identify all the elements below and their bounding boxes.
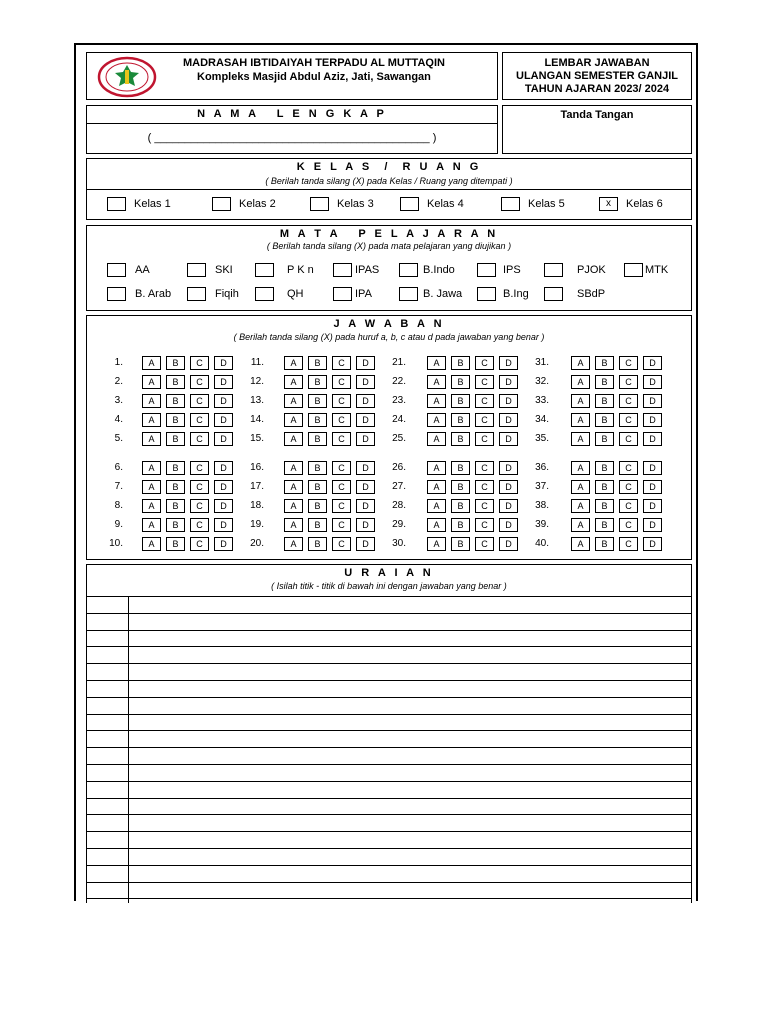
answer-option-22-b[interactable]: B: [451, 375, 470, 389]
subject-label-r1-4: IPAS: [355, 264, 380, 276]
essay-line: [87, 596, 691, 597]
class-title: K E L A S / R U A N G: [296, 161, 482, 173]
answer-option-18-c[interactable]: C: [332, 499, 351, 513]
answer-option-17-a[interactable]: A: [284, 480, 303, 494]
essay-line: [87, 865, 691, 866]
subject-checkbox-r2-5[interactable]: [399, 287, 418, 301]
answer-option-24-d[interactable]: D: [499, 413, 518, 427]
answer-option-1-b[interactable]: B: [166, 356, 185, 370]
answer-option-36-c[interactable]: C: [619, 461, 638, 475]
answer-option-16-a[interactable]: A: [284, 461, 303, 475]
subject-checkbox-r1-7[interactable]: [544, 263, 563, 277]
answer-option-24-b[interactable]: B: [451, 413, 470, 427]
essay-line: [87, 814, 691, 815]
essay-line: [87, 882, 691, 883]
answer-option-31-c[interactable]: C: [619, 356, 638, 370]
question-number: 28.: [392, 500, 406, 511]
subject-instruction: ( Berilah tanda silang (X) pada mata pelajaran yang diujikan ): [266, 241, 512, 251]
question-number: 17.: [250, 481, 264, 492]
subject-label-r2-7: SBdP: [577, 288, 606, 300]
answer-option-7-b[interactable]: B: [166, 480, 185, 494]
question-number: 2.: [114, 376, 123, 387]
class-checkbox-5[interactable]: [501, 197, 520, 211]
answer-option-7-c[interactable]: C: [190, 480, 209, 494]
answer-option-37-c[interactable]: C: [619, 480, 638, 494]
subject-checkbox-r2-1[interactable]: [107, 287, 126, 301]
subject-label-r1-1: AA: [135, 264, 150, 276]
answer-option-28-a[interactable]: A: [427, 499, 446, 513]
question-number: 32.: [535, 376, 549, 387]
subject-checkbox-r1-1[interactable]: [107, 263, 126, 277]
answer-option-32-b[interactable]: B: [595, 375, 614, 389]
essay-line: [87, 663, 691, 664]
question-number: 37.: [535, 481, 549, 492]
answer-option-38-a[interactable]: A: [571, 499, 590, 513]
subject-label-r1-6: IPS: [503, 264, 521, 276]
answer-option-17-b[interactable]: B: [308, 480, 327, 494]
answer-option-33-b[interactable]: B: [595, 394, 614, 408]
answer-option-30-c[interactable]: C: [475, 537, 494, 551]
answer-option-37-b[interactable]: B: [595, 480, 614, 494]
answer-option-30-a[interactable]: A: [427, 537, 446, 551]
question-number: 19.: [250, 519, 264, 530]
class-section: [86, 158, 692, 220]
subject-label-r1-5: B.Indo: [423, 264, 455, 276]
essay-line: [87, 898, 691, 899]
answer-option-15-b[interactable]: B: [308, 432, 327, 446]
subject-checkbox-r1-4[interactable]: [333, 263, 352, 277]
answer-option-32-d[interactable]: D: [643, 375, 662, 389]
question-number: 4.: [114, 414, 123, 425]
answer-option-9-b[interactable]: B: [166, 518, 185, 532]
essay-line: [87, 848, 691, 849]
question-number: 38.: [535, 500, 549, 511]
answer-option-17-c[interactable]: C: [332, 480, 351, 494]
subject-label-r1-2: SKI: [215, 264, 233, 276]
signature-section: [502, 105, 692, 154]
answer-sheet: [74, 43, 698, 901]
answer-option-21-a[interactable]: A: [427, 356, 446, 370]
answer-option-8-c[interactable]: C: [190, 499, 209, 513]
answer-option-12-a[interactable]: A: [284, 375, 303, 389]
answer-option-8-b[interactable]: B: [166, 499, 185, 513]
answer-option-27-c[interactable]: C: [475, 480, 494, 494]
subject-checkbox-r1-5[interactable]: [399, 263, 418, 277]
question-number: 27.: [392, 481, 406, 492]
subject-label-r2-5: B. Jawa: [423, 288, 463, 300]
answer-option-20-c[interactable]: C: [332, 537, 351, 551]
doc-title-3: TAHUN AJARAN 2023/ 2024: [524, 83, 670, 95]
answer-title: J A W A B A N: [333, 318, 445, 330]
document-title-box: [502, 52, 692, 100]
subject-checkbox-r1-3[interactable]: [255, 263, 274, 277]
question-number: 33.: [535, 395, 549, 406]
answer-option-18-d[interactable]: D: [356, 499, 375, 513]
subject-label-r2-2: Fiqih: [215, 288, 239, 300]
class-label-2: Kelas 2: [239, 198, 276, 210]
answer-option-21-d[interactable]: D: [499, 356, 518, 370]
answer-option-15-d[interactable]: D: [356, 432, 375, 446]
question-number: 14.: [250, 414, 264, 425]
answer-option-31-a[interactable]: A: [571, 356, 590, 370]
class-label-3: Kelas 3: [337, 198, 374, 210]
answer-option-9-c[interactable]: C: [190, 518, 209, 532]
question-number: 15.: [250, 433, 264, 444]
answer-option-13-c[interactable]: C: [332, 394, 351, 408]
answer-option-28-c[interactable]: C: [475, 499, 494, 513]
answer-option-35-b[interactable]: B: [595, 432, 614, 446]
question-number: 21.: [392, 357, 406, 368]
answer-option-11-a[interactable]: A: [284, 356, 303, 370]
answer-option-2-b[interactable]: B: [166, 375, 185, 389]
essay-title: U R A I A N: [344, 567, 434, 579]
answer-option-18-a[interactable]: A: [284, 499, 303, 513]
answer-option-11-c[interactable]: C: [332, 356, 351, 370]
answer-option-14-b[interactable]: B: [308, 413, 327, 427]
question-number: 11.: [250, 357, 264, 368]
answer-option-21-c[interactable]: C: [475, 356, 494, 370]
answer-option-30-d[interactable]: D: [499, 537, 518, 551]
essay-line: [87, 714, 691, 715]
answer-option-30-b[interactable]: B: [451, 537, 470, 551]
essay-instruction: ( Isilah titik - titik di bawah ini dengan jawaban yang benar ): [271, 581, 507, 591]
question-number: 6.: [114, 462, 123, 473]
answer-instruction: ( Berilah tanda silang (X) pada huruf a, b, c atau d pada jawaban yang benar ): [233, 332, 545, 342]
subject-label-r1-3: P K n: [287, 264, 314, 276]
answer-option-25-b[interactable]: B: [451, 432, 470, 446]
answer-option-4-d[interactable]: D: [214, 413, 233, 427]
answer-option-36-a[interactable]: A: [571, 461, 590, 475]
answer-option-13-a[interactable]: A: [284, 394, 303, 408]
answer-option-39-d[interactable]: D: [643, 518, 662, 532]
answer-option-38-b[interactable]: B: [595, 499, 614, 513]
answer-option-39-b[interactable]: B: [595, 518, 614, 532]
answer-option-33-c[interactable]: C: [619, 394, 638, 408]
subject-checkbox-r2-6[interactable]: [477, 287, 496, 301]
question-number: 1.: [114, 357, 123, 368]
question-number: 34.: [535, 414, 549, 425]
answer-option-3-d[interactable]: D: [214, 394, 233, 408]
question-number: 16.: [250, 462, 264, 473]
doc-title-2: ULANGAN SEMESTER GANJIL: [516, 70, 678, 82]
signature-label: Tanda Tangan: [560, 109, 634, 121]
doc-title-1: LEMBAR JAWABAN: [544, 57, 650, 69]
answer-option-1-c[interactable]: C: [190, 356, 209, 370]
question-number: 3.: [114, 395, 123, 406]
answer-option-39-c[interactable]: C: [619, 518, 638, 532]
subject-label-r1-7: PJOK: [577, 264, 606, 276]
answer-option-14-d[interactable]: D: [356, 413, 375, 427]
answer-option-40-d[interactable]: D: [643, 537, 662, 551]
answer-option-29-d[interactable]: D: [499, 518, 518, 532]
answer-option-25-c[interactable]: C: [475, 432, 494, 446]
answer-option-19-c[interactable]: C: [332, 518, 351, 532]
answer-option-21-b[interactable]: B: [451, 356, 470, 370]
answer-option-23-a[interactable]: A: [427, 394, 446, 408]
answer-option-19-d[interactable]: D: [356, 518, 375, 532]
question-number: 18.: [250, 500, 264, 511]
class-label-4: Kelas 4: [427, 198, 464, 210]
answer-option-12-d[interactable]: D: [356, 375, 375, 389]
answer-option-13-d[interactable]: D: [356, 394, 375, 408]
answer-option-12-c[interactable]: C: [332, 375, 351, 389]
answer-option-28-b[interactable]: B: [451, 499, 470, 513]
class-checkbox-1[interactable]: [107, 197, 126, 211]
subject-title: M A T A P E L A J A R A N: [279, 228, 499, 240]
question-number: 13.: [250, 395, 264, 406]
answer-option-19-b[interactable]: B: [308, 518, 327, 532]
class-checkbox-6[interactable]: x: [599, 197, 618, 211]
answer-option-38-d[interactable]: D: [643, 499, 662, 513]
essay-line: [87, 798, 691, 799]
answer-option-3-c[interactable]: C: [190, 394, 209, 408]
answer-option-23-d[interactable]: D: [499, 394, 518, 408]
answer-option-35-d[interactable]: D: [643, 432, 662, 446]
question-number: 5.: [114, 433, 123, 444]
answer-option-5-a[interactable]: A: [142, 432, 161, 446]
answer-option-25-d[interactable]: D: [499, 432, 518, 446]
answer-option-19-a[interactable]: A: [284, 518, 303, 532]
answer-option-25-a[interactable]: A: [427, 432, 446, 446]
answer-option-6-a[interactable]: A: [142, 461, 161, 475]
essay-line: [87, 747, 691, 748]
subject-label-r1-8: MTK: [645, 264, 669, 276]
answer-option-20-b[interactable]: B: [308, 537, 327, 551]
question-number: 30.: [392, 538, 406, 549]
answer-option-9-d[interactable]: D: [214, 518, 233, 532]
question-number: 7.: [114, 481, 123, 492]
subject-section: [86, 225, 692, 311]
answer-option-10-d[interactable]: D: [214, 537, 233, 551]
essay-section: [86, 564, 692, 903]
answer-option-40-b[interactable]: B: [595, 537, 614, 551]
answer-option-40-c[interactable]: C: [619, 537, 638, 551]
answer-option-17-d[interactable]: D: [356, 480, 375, 494]
school-name: MADRASAH IBTIDAIYAH TERPADU AL MUTTAQIN: [183, 57, 445, 69]
answer-option-37-d[interactable]: D: [643, 480, 662, 494]
essay-line: [87, 613, 691, 614]
answer-option-5-b[interactable]: B: [166, 432, 185, 446]
essay-line: [87, 781, 691, 782]
subject-checkbox-r2-4[interactable]: [333, 287, 352, 301]
question-number: 9.: [114, 519, 123, 530]
answer-option-23-b[interactable]: B: [451, 394, 470, 408]
answer-option-10-b[interactable]: B: [166, 537, 185, 551]
essay-line: [87, 697, 691, 698]
question-number: 40.: [535, 538, 549, 549]
answer-option-10-c[interactable]: C: [190, 537, 209, 551]
answer-option-2-c[interactable]: C: [190, 375, 209, 389]
class-label-5: Kelas 5: [528, 198, 565, 210]
answer-option-37-a[interactable]: A: [571, 480, 590, 494]
question-number: 26.: [392, 462, 406, 473]
class-instruction: ( Berilah tanda silang (X) pada Kelas / Ruang yang ditempati ): [265, 176, 513, 186]
answer-option-11-b[interactable]: B: [308, 356, 327, 370]
answer-option-6-d[interactable]: D: [214, 461, 233, 475]
answer-option-14-c[interactable]: C: [332, 413, 351, 427]
answer-option-4-a[interactable]: A: [142, 413, 161, 427]
question-number: 39.: [535, 519, 549, 530]
answer-option-7-d[interactable]: D: [214, 480, 233, 494]
answer-option-12-b[interactable]: B: [308, 375, 327, 389]
subject-checkbox-r1-8[interactable]: [624, 263, 643, 277]
answer-option-34-c[interactable]: C: [619, 413, 638, 427]
answer-option-33-a[interactable]: A: [571, 394, 590, 408]
question-number: 36.: [535, 462, 549, 473]
essay-line: [87, 730, 691, 731]
answer-option-7-a[interactable]: A: [142, 480, 161, 494]
essay-line: [87, 630, 691, 631]
subject-checkbox-r2-3[interactable]: [255, 287, 274, 301]
answer-option-34-d[interactable]: D: [643, 413, 662, 427]
subject-checkbox-r2-7[interactable]: [544, 287, 563, 301]
answer-option-35-a[interactable]: A: [571, 432, 590, 446]
answer-option-4-c[interactable]: C: [190, 413, 209, 427]
answer-option-22-a[interactable]: A: [427, 375, 446, 389]
answer-option-20-d[interactable]: D: [356, 537, 375, 551]
answer-option-5-d[interactable]: D: [214, 432, 233, 446]
answer-option-28-d[interactable]: D: [499, 499, 518, 513]
answer-option-1-d[interactable]: D: [214, 356, 233, 370]
answer-option-32-c[interactable]: C: [619, 375, 638, 389]
question-number: 22.: [392, 376, 406, 387]
subject-label-r2-6: B.Ing: [503, 288, 529, 300]
answer-option-3-a[interactable]: A: [142, 394, 161, 408]
answer-option-20-a[interactable]: A: [284, 537, 303, 551]
answer-option-24-c[interactable]: C: [475, 413, 494, 427]
answer-option-2-a[interactable]: A: [142, 375, 161, 389]
name-section: [86, 105, 498, 154]
class-label-6: Kelas 6: [626, 198, 663, 210]
subject-label-r2-1: B. Arab: [135, 288, 172, 300]
answer-option-27-d[interactable]: D: [499, 480, 518, 494]
answer-option-18-b[interactable]: B: [308, 499, 327, 513]
answer-option-29-c[interactable]: C: [475, 518, 494, 532]
answer-option-36-d[interactable]: D: [643, 461, 662, 475]
answer-option-6-c[interactable]: C: [190, 461, 209, 475]
answer-option-35-c[interactable]: C: [619, 432, 638, 446]
answer-option-34-b[interactable]: B: [595, 413, 614, 427]
answer-option-34-a[interactable]: A: [571, 413, 590, 427]
answer-option-15-c[interactable]: C: [332, 432, 351, 446]
name-field[interactable]: ( _____________________________________________ ): [147, 132, 437, 144]
answer-option-27-a[interactable]: A: [427, 480, 446, 494]
answer-option-8-a[interactable]: A: [142, 499, 161, 513]
answer-option-16-b[interactable]: B: [308, 461, 327, 475]
answer-option-40-a[interactable]: A: [571, 537, 590, 551]
question-number: 8.: [114, 500, 123, 511]
answer-option-1-a[interactable]: A: [142, 356, 161, 370]
essay-line: [87, 764, 691, 765]
answer-option-4-b[interactable]: B: [166, 413, 185, 427]
answer-option-14-a[interactable]: A: [284, 413, 303, 427]
answer-option-2-d[interactable]: D: [214, 375, 233, 389]
subject-label-r2-4: IPA: [355, 288, 372, 300]
answer-option-8-d[interactable]: D: [214, 499, 233, 513]
answer-option-32-a[interactable]: A: [571, 375, 590, 389]
answer-option-31-b[interactable]: B: [595, 356, 614, 370]
answer-option-26-b[interactable]: B: [451, 461, 470, 475]
question-number: 29.: [392, 519, 406, 530]
subject-label-r2-3: QH: [287, 288, 304, 300]
answer-option-10-a[interactable]: A: [142, 537, 161, 551]
school-header: [86, 52, 498, 100]
answer-option-16-c[interactable]: C: [332, 461, 351, 475]
answer-option-39-a[interactable]: A: [571, 518, 590, 532]
question-number: 25.: [392, 433, 406, 444]
school-address: Kompleks Masjid Abdul Aziz, Jati, Sawangan: [197, 71, 431, 83]
answer-section: [86, 315, 692, 560]
answer-option-6-b[interactable]: B: [166, 461, 185, 475]
class-checkbox-2[interactable]: [212, 197, 231, 211]
answer-option-29-a[interactable]: A: [427, 518, 446, 532]
essay-line: [87, 831, 691, 832]
answer-option-13-b[interactable]: B: [308, 394, 327, 408]
question-number: 31.: [535, 357, 549, 368]
answer-option-27-b[interactable]: B: [451, 480, 470, 494]
answer-option-26-d[interactable]: D: [499, 461, 518, 475]
answer-option-31-d[interactable]: D: [643, 356, 662, 370]
answer-option-26-c[interactable]: C: [475, 461, 494, 475]
class-label-1: Kelas 1: [134, 198, 171, 210]
class-checkbox-3[interactable]: [310, 197, 329, 211]
essay-line: [87, 680, 691, 681]
name-title: N A M A L E N G K A P: [197, 108, 387, 120]
subject-checkbox-r1-2[interactable]: [187, 263, 206, 277]
answer-option-16-d[interactable]: D: [356, 461, 375, 475]
question-number: 12.: [250, 376, 264, 387]
answer-option-22-d[interactable]: D: [499, 375, 518, 389]
answer-option-29-b[interactable]: B: [451, 518, 470, 532]
answer-option-15-a[interactable]: A: [284, 432, 303, 446]
question-number: 20.: [250, 538, 264, 549]
question-number: 24.: [392, 414, 406, 425]
answer-option-26-a[interactable]: A: [427, 461, 446, 475]
question-number: 10.: [109, 538, 123, 549]
answer-option-22-c[interactable]: C: [475, 375, 494, 389]
question-number: 35.: [535, 433, 549, 444]
school-logo-icon: [97, 56, 157, 98]
answer-option-5-c[interactable]: C: [190, 432, 209, 446]
answer-option-11-d[interactable]: D: [356, 356, 375, 370]
answer-option-36-b[interactable]: B: [595, 461, 614, 475]
answer-option-23-c[interactable]: C: [475, 394, 494, 408]
answer-option-3-b[interactable]: B: [166, 394, 185, 408]
class-checkbox-4[interactable]: [400, 197, 419, 211]
essay-line: [87, 646, 691, 647]
answer-option-9-a[interactable]: A: [142, 518, 161, 532]
answer-option-24-a[interactable]: A: [427, 413, 446, 427]
subject-checkbox-r2-2[interactable]: [187, 287, 206, 301]
answer-option-38-c[interactable]: C: [619, 499, 638, 513]
subject-checkbox-r1-6[interactable]: [477, 263, 496, 277]
question-number: 23.: [392, 395, 406, 406]
answer-option-33-d[interactable]: D: [643, 394, 662, 408]
